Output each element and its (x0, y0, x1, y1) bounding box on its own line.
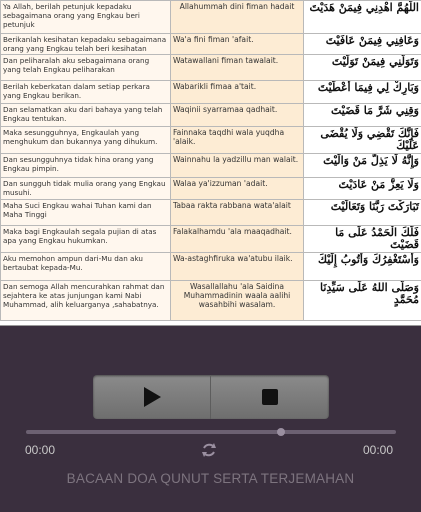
table-row (1, 226, 421, 253)
table-row (1, 34, 421, 55)
track-title: BACAAN DOA QUNUT SERTA TERJEMAHAN (66, 471, 355, 486)
translation-cell: Dan sungguh tidak mulia orang yang Engkau musuhi. (1, 178, 171, 200)
table-row (1, 55, 421, 81)
stop-button[interactable] (211, 375, 328, 419)
arabic-cell: وَأَسْتَغْفِرُكَ وَأَتُوبُ إِلَيْكَ (304, 253, 421, 281)
latin-cell: Watawallani fiman tawalait. (171, 55, 304, 81)
latin-cell: Wabarikli fimaa a'tait. (171, 81, 304, 104)
translation-cell: Dan peliharalah aku sebagaimana orang yang telah Engkau peliharakan (1, 55, 171, 81)
player-controls (93, 375, 329, 419)
arabic-cell: وَبَارِكْ لِي فِيمَا أَعْطَيْتَ (304, 81, 421, 104)
translation-cell: Maka sesungguhnya, Engkaulah yang menghukum dan bukannya yang dihukum. (1, 127, 171, 154)
latin-cell: Falakalhamdu 'ala maaqadhait. (171, 226, 304, 253)
seek-bar[interactable] (26, 430, 396, 434)
latin-cell: Fainnaka taqdhi wala yuqdha 'alaik. (171, 127, 304, 154)
arabic-cell: اللَّهُمَّ اهْدِنِي فِيمَنْ هَدَيْتَ (304, 1, 421, 34)
arabic-cell: فَإِنَّكَ تَقْضِي وَلَا يُقْضَى عَلَيْكَ (304, 127, 421, 154)
table-row (1, 253, 421, 281)
translation-cell: Aku memohon ampun dari-Mu dan aku bertaubat kepada-Mu. (1, 253, 171, 281)
latin-cell: Tabaa rakta rabbana wata'alait (171, 200, 304, 226)
latin-cell: Waqinii syarramaa qadhait. (171, 104, 304, 127)
table-row (1, 154, 421, 178)
latin-cell: Wa'a fini fiman 'afait. (171, 34, 304, 55)
latin-cell: Walaa ya'izzuman 'adait. (171, 178, 304, 200)
latin-cell: Allahummah dini fiman hadait (171, 1, 304, 34)
total-time: 00:00 (363, 443, 394, 457)
table-row (1, 1, 421, 34)
table-row (1, 104, 421, 127)
current-time: 00:00 (25, 443, 56, 457)
arabic-cell: وَلَا يَعِزُّ مَنْ عَادَيْتَ (304, 178, 421, 200)
table-row (1, 200, 421, 226)
table-row (1, 127, 421, 154)
table-row (1, 81, 421, 104)
translation-cell: Berilah keberkatan dalam setiap perkara yang Engkau berikan. (1, 81, 171, 104)
translation-cell: Maha Suci Engkau wahai Tuhan kami dan Maha Tinggi (1, 200, 171, 226)
arabic-cell: وَقِنِي شَرَّ مَا قَضَيْتَ (304, 104, 421, 127)
arabic-cell: وَعَافِنِي فِيمَنْ عَافَيْتَ (304, 34, 421, 55)
translation-cell: Dan selamatkan aku dari bahaya yang telah Engkau tentukan. (1, 104, 171, 127)
translation-cell: Dan sesungguhnya tidak hina orang yang Engkau pimpin. (1, 154, 171, 178)
play-button[interactable] (93, 375, 211, 419)
seek-thumb[interactable] (277, 428, 285, 436)
arabic-cell: تَبَارَكْتَ رَبَّنَا وَتَعَالَيْتَ (304, 200, 421, 226)
latin-cell: Wasallallahu 'ala Saidina Muhammadinin waala aalihi wasahbihi wasalam. (171, 281, 304, 321)
arabic-cell: وَإِنَّهُ لَا يَذِلُّ مَنْ وَالَيْتَ (304, 154, 421, 178)
translation-cell: Maka bagi Engkaulah segala pujian di atas apa yang Engkau hukumkan. (1, 226, 171, 253)
translation-cell: Ya Allah, berilah petunjuk kepadaku sebagaimana orang yang Engkau beri petunjuk (1, 1, 171, 34)
arabic-cell: وَصَلَّى اللهُ عَلَى سَيِّدِنَا مُحَمَّدٍ (304, 281, 421, 321)
arabic-cell: وَتَوَلَّنِي فِيمَنْ تَوَلَّيْتَ (304, 55, 421, 81)
table-row (1, 281, 421, 321)
translation-cell: Dan semoga Allah mencurahkan rahmat dan sejahtera ke atas junjungan kami Nabi Muhammad, alih keluarganya ,sahabatnya. (1, 281, 171, 321)
audio-player (0, 326, 421, 512)
translation-cell: Berikanlah kesihatan kepadaku sebagaimana orang yang Engkau telah beri kesihatan (1, 34, 171, 55)
arabic-cell: فَلَكَ الْحَمْدُ عَلَى مَا قَضَيْتَ (304, 226, 421, 253)
stop-icon (261, 388, 279, 406)
table-row (1, 178, 421, 200)
repeat-icon[interactable] (199, 440, 219, 460)
latin-cell: Wainnahu la yadzillu man walait. (171, 154, 304, 178)
play-icon (141, 385, 163, 409)
latin-cell: Wa-astaghfiruka wa'atubu ilaik. (171, 253, 304, 281)
